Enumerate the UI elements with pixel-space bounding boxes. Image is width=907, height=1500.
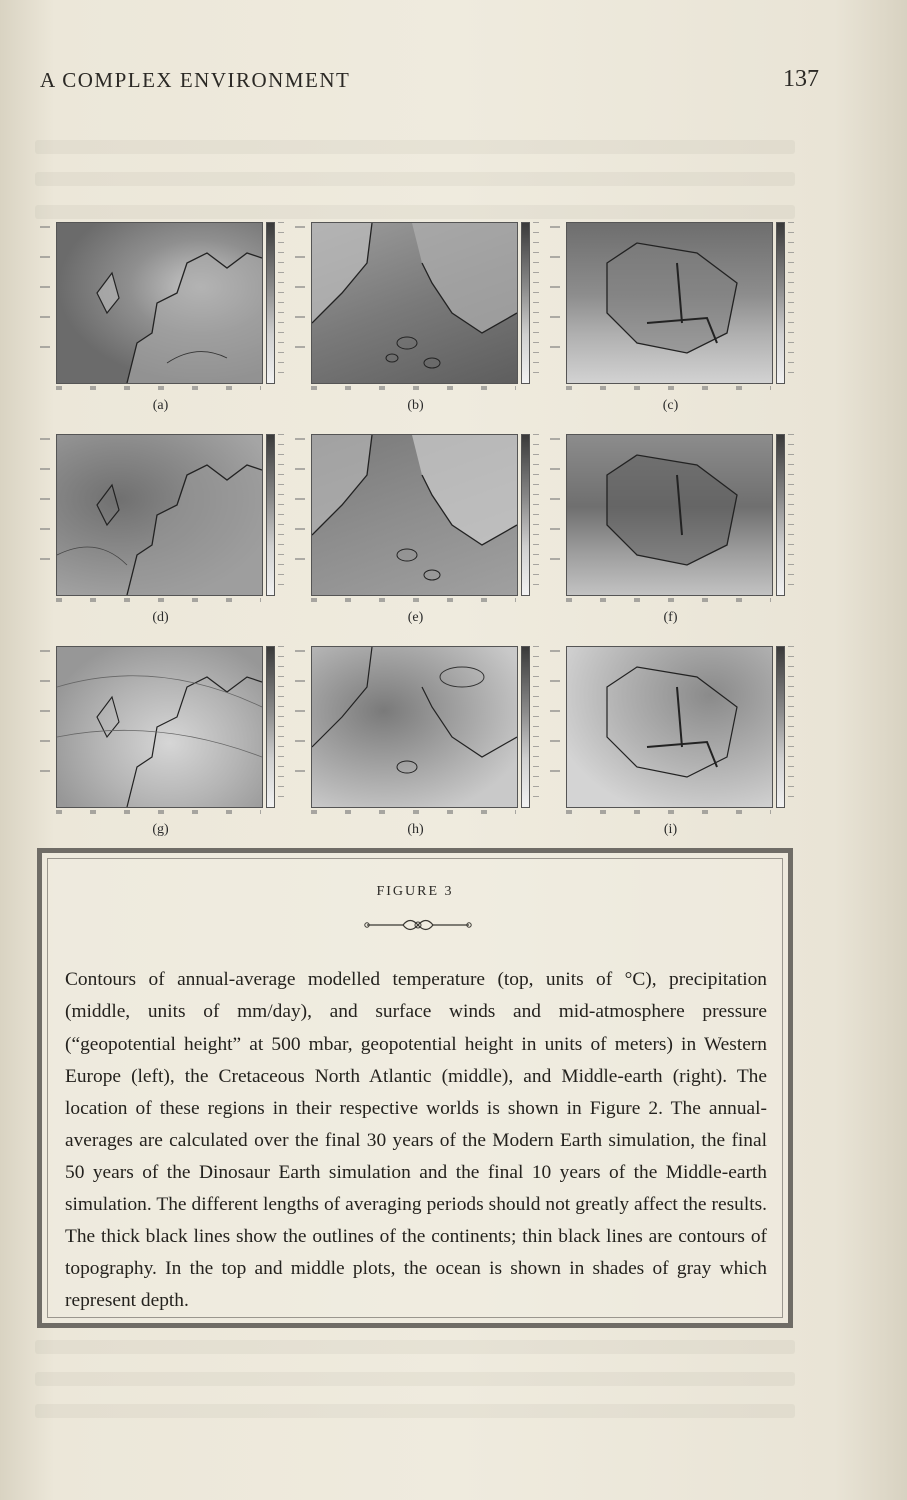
- x-axis-ticks: [566, 386, 771, 390]
- map-image: [566, 434, 773, 596]
- y-axis-ticks: [40, 226, 50, 376]
- map-panel-h: [293, 640, 538, 845]
- colorbar-ticks: [278, 646, 284, 806]
- map-panel-i: [548, 640, 793, 845]
- map-image: [566, 222, 773, 384]
- panel-label: (h): [407, 822, 424, 837]
- bleed-through-line: [35, 1340, 795, 1354]
- x-axis-ticks: [311, 598, 516, 602]
- colorbar: [776, 646, 785, 808]
- y-axis-ticks: [295, 438, 305, 588]
- x-axis-ticks: [56, 810, 261, 814]
- map-panel-d: [38, 428, 283, 633]
- map-panel-e: [293, 428, 538, 633]
- map-panel-c: [548, 216, 793, 421]
- panel-label: (b): [407, 398, 424, 413]
- coastline-overlay: [312, 435, 517, 595]
- panel-label: (f): [663, 610, 678, 625]
- colorbar-ticks: [278, 434, 284, 594]
- colorbar: [521, 434, 530, 596]
- panel-label: (i): [663, 822, 678, 837]
- map-image: [56, 222, 263, 384]
- map-image: [311, 434, 518, 596]
- colorbar-ticks: [788, 434, 794, 594]
- map-image: [311, 222, 518, 384]
- colorbar-ticks: [533, 434, 539, 594]
- coastline-overlay: [57, 435, 262, 595]
- map-image: [566, 646, 773, 808]
- colorbar: [521, 222, 530, 384]
- coastline-overlay: [312, 647, 517, 807]
- colorbar: [521, 646, 530, 808]
- colorbar: [266, 434, 275, 596]
- ornament-divider: [363, 912, 473, 938]
- map-image: [56, 434, 263, 596]
- panel-label: (d): [152, 610, 169, 625]
- x-axis-ticks: [56, 386, 261, 390]
- colorbar: [776, 434, 785, 596]
- bleed-through-line: [35, 1372, 795, 1386]
- colorbar-ticks: [278, 222, 284, 382]
- colorbar: [266, 646, 275, 808]
- y-axis-ticks: [40, 438, 50, 588]
- panel-label: (g): [152, 822, 169, 837]
- coastline-overlay: [567, 435, 772, 595]
- map-image: [56, 646, 263, 808]
- bleed-through-line: [35, 172, 795, 186]
- y-axis-ticks: [550, 226, 560, 376]
- y-axis-ticks: [295, 650, 305, 800]
- figure-map-grid: [38, 216, 808, 846]
- figure-title: FIGURE 3: [376, 884, 454, 899]
- coastline-overlay: [567, 647, 772, 807]
- page-number: 137: [783, 66, 819, 92]
- y-axis-ticks: [550, 438, 560, 588]
- x-axis-ticks: [311, 386, 516, 390]
- colorbar: [266, 222, 275, 384]
- x-axis-ticks: [566, 810, 771, 814]
- coastline-overlay: [57, 223, 262, 383]
- map-image: [311, 646, 518, 808]
- map-panel-f: [548, 428, 793, 633]
- colorbar-ticks: [533, 646, 539, 806]
- coastline-overlay: [567, 223, 772, 383]
- y-axis-ticks: [295, 226, 305, 376]
- x-axis-ticks: [56, 598, 261, 602]
- panel-label: (c): [662, 398, 679, 413]
- colorbar-ticks: [533, 222, 539, 382]
- x-axis-ticks: [311, 810, 516, 814]
- map-panel-g: [38, 640, 283, 845]
- colorbar: [776, 222, 785, 384]
- bleed-through-line: [35, 140, 795, 154]
- colorbar-ticks: [788, 646, 794, 806]
- map-panel-b: [293, 216, 538, 421]
- colorbar-ticks: [788, 222, 794, 382]
- y-axis-ticks: [40, 650, 50, 800]
- panel-label: (e): [407, 610, 424, 625]
- x-axis-ticks: [566, 598, 771, 602]
- y-axis-ticks: [550, 650, 560, 800]
- map-panel-a: [38, 216, 283, 421]
- coastline-overlay: [312, 223, 517, 383]
- figure-caption: Contours of annual-average modelled temperature (top, units of °C), precipitation (middle, units of mm/day), and surface winds and mid-atmosphere pressure (“geopotential height” at 500 mbar, geopotential height in units of meters) in Western Europe (left), the Cretaceous North Atlantic (middle), and Middle-earth (right). The location of these regions in their respective worlds is shown in Figure 2. The annual-averages are calculated over the final 30 years of the Modern Earth simulation, the final 50 years of the Dinosaur Earth simulation and the final 10 years of the Middle-earth simulation. The different lengths of averaging periods should not greatly affect the results. The thick black lines show the outlines of the continents; thin black lines are contours of topography. In the top and middle plots, the ocean is shown in shades of gray which represent depth.: [65, 969, 767, 1312]
- bleed-through-line: [35, 1404, 795, 1418]
- coastline-overlay: [57, 647, 262, 807]
- running-head: A COMPLEX ENVIRONMENT: [40, 68, 351, 92]
- panel-label: (a): [152, 398, 169, 413]
